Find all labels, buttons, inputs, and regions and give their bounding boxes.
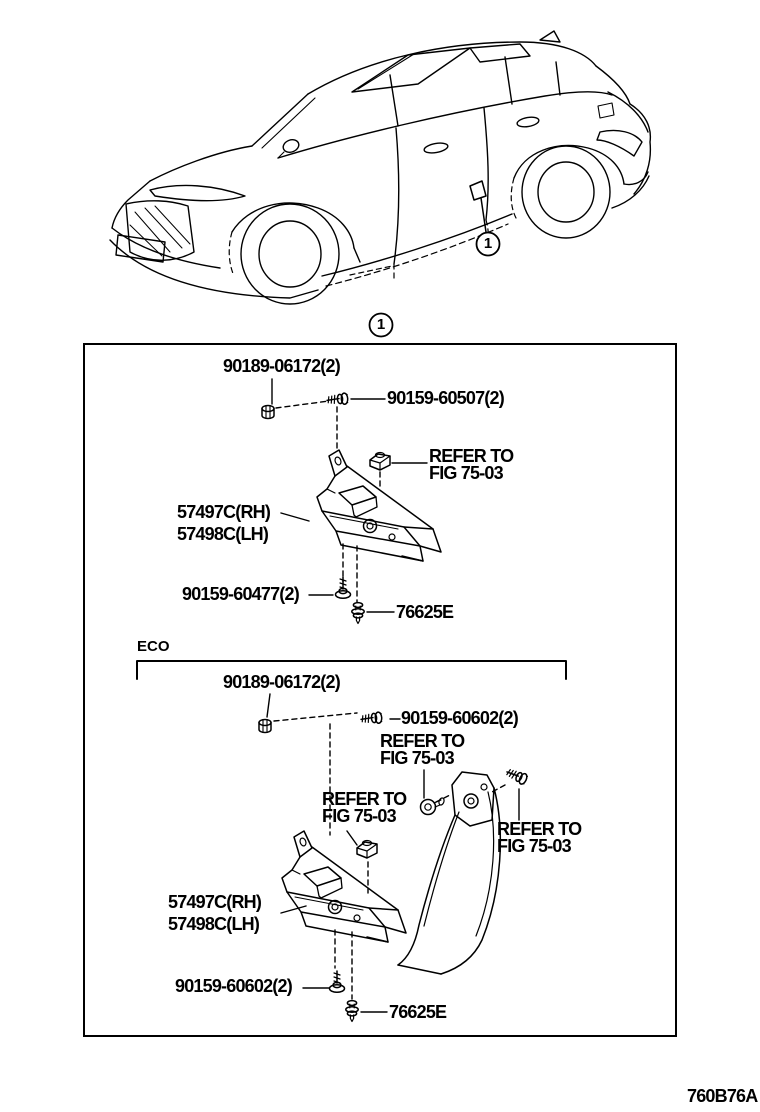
refer-note-center <box>380 733 464 767</box>
part-number-side-screw-upper: 90159-60507(2) <box>387 388 504 408</box>
part-number-rh: 57497C(RH) <box>177 502 271 522</box>
refer-note-line2: FIG 75-03 <box>322 806 396 826</box>
part-number-nut-upper: 90189-06172(2) <box>223 356 340 376</box>
car-callout-number: 1 <box>483 235 493 253</box>
part-number-rh: 57497C(RH) <box>168 892 262 912</box>
refer-note-line2: FIG 75-03 <box>380 748 454 768</box>
car-illustration <box>110 31 650 304</box>
refer-note-line2: FIG 75-03 <box>429 463 503 483</box>
refer-note-line1: REFER TO <box>429 446 514 466</box>
part-number-bottom-screw-lower: 90159-60602(2) <box>175 976 292 996</box>
refer-note-line1: REFER TO <box>380 731 465 751</box>
part-number-side-screw-lower: 90159-60602(2) <box>401 708 518 728</box>
part-number-clip-upper: 76625E <box>396 602 454 622</box>
part-number-bracket-upper <box>177 501 270 545</box>
part-number-clip-lower: 76625E <box>389 1002 447 1022</box>
part-number-bracket-lower <box>168 891 261 935</box>
part-number-bottom-screw-upper: 90159-60477(2) <box>182 584 299 604</box>
refer-note-right <box>497 821 581 855</box>
part-number-lh: 57498C(LH) <box>177 524 269 544</box>
refer-note-upper <box>429 448 513 482</box>
part-number-lh: 57498C(LH) <box>168 914 260 934</box>
eco-label: ECO <box>137 638 170 655</box>
refer-note-line1: REFER TO <box>497 819 582 839</box>
refer-note-line2: FIG 75-03 <box>497 836 571 856</box>
part-number-nut-lower: 90189-06172(2) <box>223 672 340 692</box>
refer-note-left <box>322 791 406 825</box>
refer-note-line1: REFER TO <box>322 789 407 809</box>
box-callout-number: 1 <box>376 316 386 334</box>
drawing-code: 760B76A <box>687 1086 758 1106</box>
